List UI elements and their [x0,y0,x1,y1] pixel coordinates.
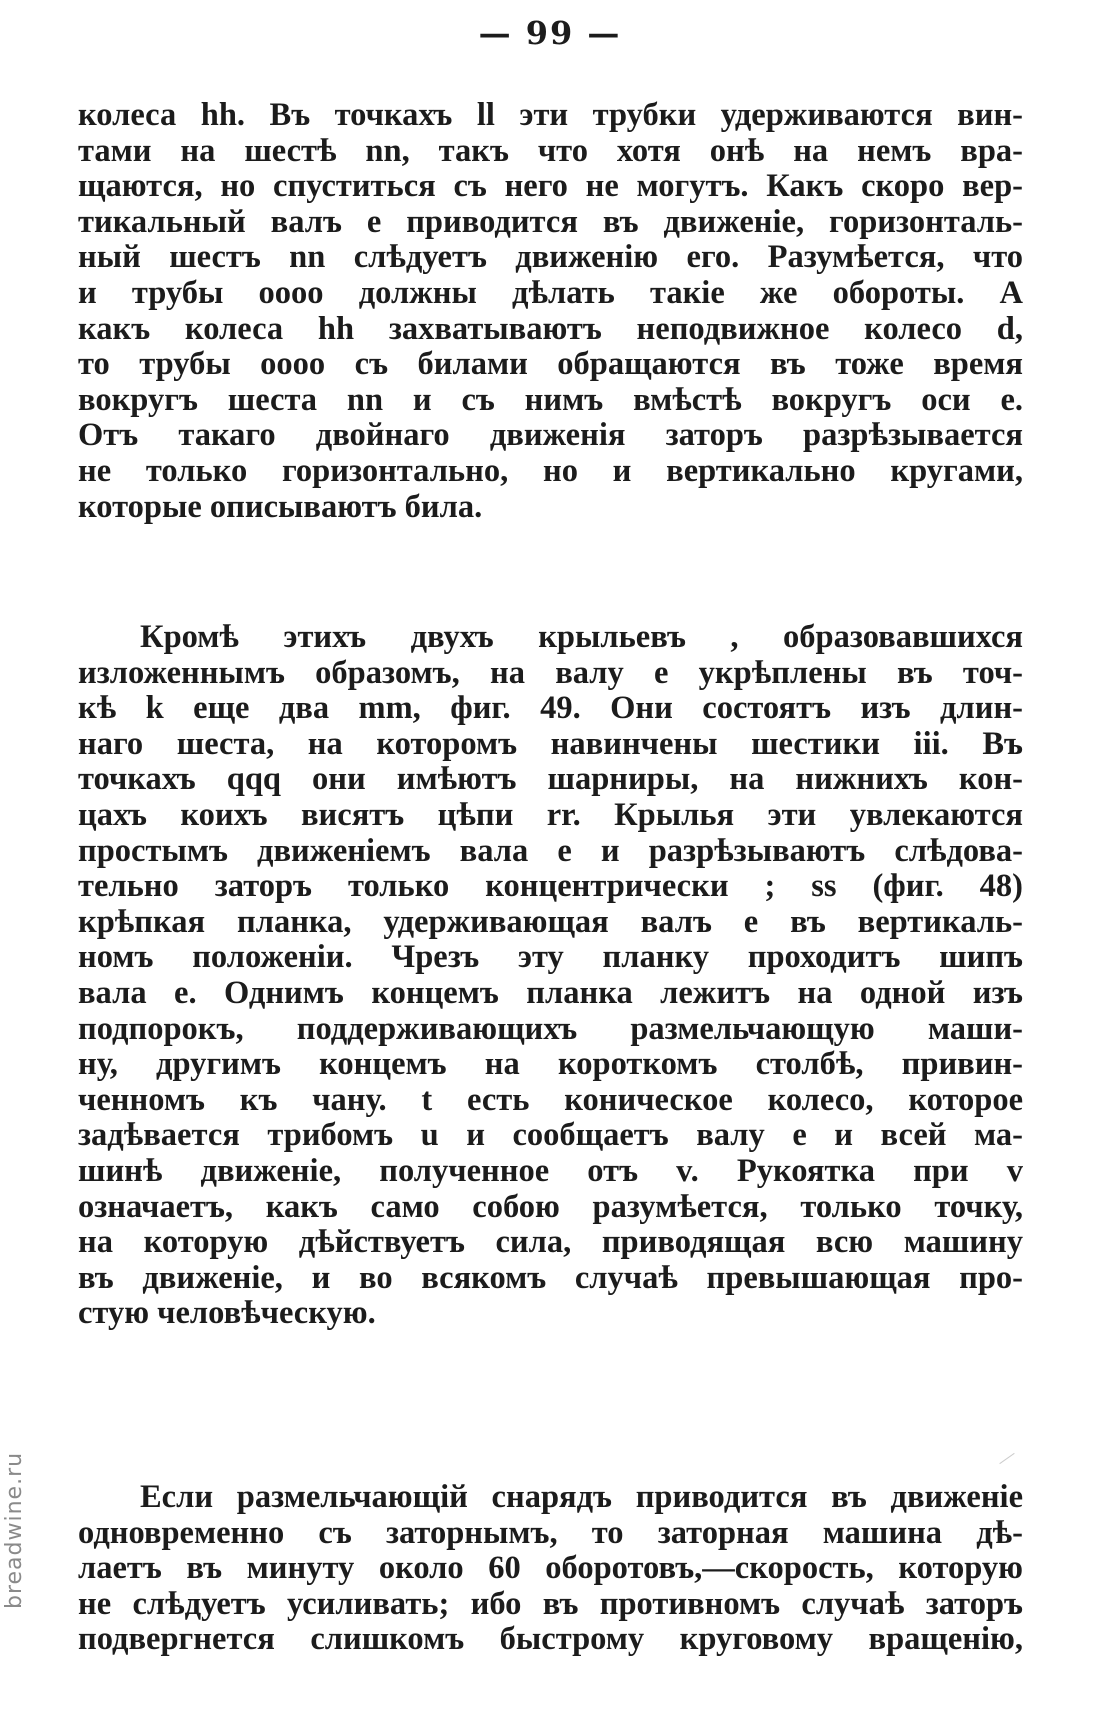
text-line: означаетъ, какъ само собою разумѣется, только точку, [78,1189,1023,1225]
paragraph-3 [78,1480,1023,1658]
text-line: одновременно съ заторнымъ, то заторная машина дѣ- [78,1515,1023,1551]
text-line: тами на шестѣ nn, такъ что хотя онѣ на немъ вра- [78,133,1023,169]
text-line: наго шеста, на которомъ навинчены шестики iii. Въ [78,726,1023,762]
text-line: тельно заторъ только концентрически ; ss (фиг. 48) [78,869,1023,905]
paragraph-1 [78,98,1023,525]
text-line: стую человѣческую. [78,1296,376,1332]
text-line: которые описываютъ била. [78,489,483,525]
text-line: на которую дѣйствуетъ сила, приводящая всю машину [78,1225,1023,1261]
text-line: тикальный валъ e приводится въ движеніе, горизонталь- [78,204,1023,240]
text-line: крѣпкая планка, удерживающая валъ e въ вертикаль- [78,904,1023,940]
text-line: точкахъ qqq они имѣютъ шарниры, на нижнихъ кон- [78,762,1023,798]
watermark-text: breadwine.ru [2,1451,27,1609]
text-line: то трубы oooo съ билами обращаются въ тоже время [78,347,1023,383]
text-line: въ движеніе, и во всякомъ случаѣ превышающая про- [78,1260,1023,1296]
text-line: Отъ такаго двойнаго движенія заторъ разрѣзывается [78,418,1023,454]
text-line: ченномъ къ чану. t есть коническое колесо, которое [78,1082,1023,1118]
text-line: Если размельчающій снарядъ приводится въ движеніе [140,1480,1023,1515]
text-line: вала e. Однимъ концемъ планка лежитъ на одной изъ [78,975,1023,1011]
paragraph-2 [78,620,1023,1332]
text-line: щаются, но спуститься съ него не могутъ. Какъ скоро вер- [78,169,1023,205]
text-line: изложеннымъ образомъ, на валу e укрѣплены въ точ- [78,655,1023,691]
text-line: какъ колеса hh захватываютъ неподвижное колесо d, [78,311,1023,347]
text-line: подпорокъ, поддерживающихъ размельчающую маши- [78,1011,1023,1047]
text-line: цахъ коихъ висятъ цѣпи rr. Крылья эти увлекаются [78,797,1023,833]
text-line: подвергнется слишкомъ быстрому круговому вращенію, [78,1622,1023,1658]
text-line: и трубы oooo должны дѣлать такіе же обороты. А [78,275,1023,311]
text-line: ный шестъ nn слѣдуетъ движенію его. Разумѣется, что [78,240,1023,276]
text-line: не только горизонтально, но и вертикально кругами, [78,453,1023,489]
text-line: колеса hh. Въ точкахъ ll эти трубки удерживаются вин- [78,98,1023,133]
text-line: Кромѣ этихъ двухъ крыльевъ , образовавшихся [140,620,1023,655]
text-line: простымъ движеніемъ вала e и разрѣзываютъ слѣдова- [78,833,1023,869]
text-line: номъ положеніи. Чрезъ эту планку проходитъ шипъ [78,940,1023,976]
text-line: ну, другимъ концемъ на короткомъ столбѣ, привин- [78,1047,1023,1083]
scan-artifact [999,1453,1014,1464]
text-line: задѣвается трибомъ u и сообщаетъ валу e и всей ма- [78,1118,1023,1154]
text-line: кѣ k еще два mm, фиг. 49. Они состоятъ изъ длин- [78,691,1023,727]
page-number: — 99 — [478,14,622,52]
text-line: шинѣ движеніе, полученное отъ v. Рукоятка при v [78,1153,1023,1189]
text-line: вокругъ шеста nn и съ нимъ вмѣстѣ вокругъ оси e. [78,382,1023,418]
text-line: лаетъ въ минуту около 60 оборотовъ,—скорость, которую [78,1551,1023,1587]
text-line: не слѣдуетъ усиливать; ибо въ противномъ случаѣ заторъ [78,1586,1023,1622]
